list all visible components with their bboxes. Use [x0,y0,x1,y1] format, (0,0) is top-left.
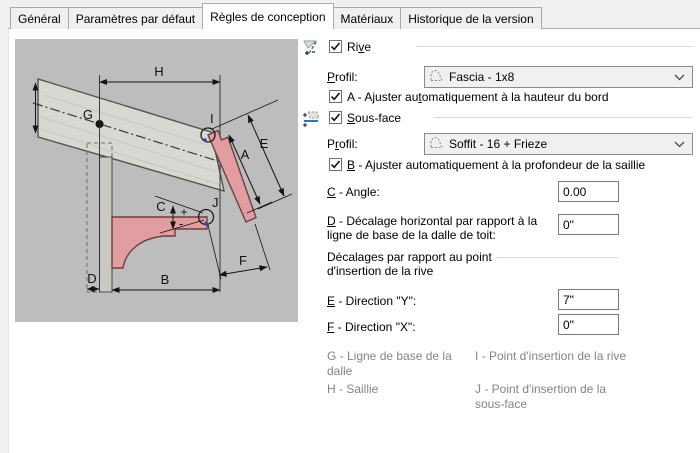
offsets-group-label: Décalages par rapport au point d'insertion de la rive [327,250,492,278]
angle-label: C - Angle: [327,185,380,199]
tab-parametres-par-defaut[interactable]: Paramètres par défaut [68,7,203,29]
rive-checkbox-label: Rive [347,40,372,54]
sous-face-tool-icon [301,109,321,129]
angle-input[interactable] [558,181,619,202]
direction-y-input[interactable] [558,289,619,310]
eave-preview-diagram [15,39,298,322]
dim-c-minus: - [178,216,184,231]
legend-h: H - Saillie [327,382,379,396]
rive-profil-value: Fascia - 1x8 [449,70,515,84]
legend-i: I - Point d'insertion de la rive [475,349,627,363]
sous-face-checkbox[interactable] [329,111,342,124]
sous-face-profil-value: Soffit - 16 + Frieze [449,137,548,151]
offsets-group-separator [497,257,618,258]
rive-tool-icon [302,39,322,59]
diagram-background [15,39,298,322]
dim-e-label: E [259,136,269,151]
sous-face-auto-depth-label: B - Ajuster automatiquement à la profondeur de la saillie [347,158,646,172]
rive-profil-dropdown[interactable] [424,66,693,88]
dim-b-label: B [160,272,170,287]
legend-g: G - Ligne de base de la dalle [327,349,452,378]
tab-regles-de-conception[interactable]: Règles de conception [202,3,333,29]
dim-d-label: D [87,271,97,286]
sous-face-profil-label: Profil: [327,137,358,151]
tab-materiaux[interactable]: Matériaux [333,7,402,29]
direction-x-label: F - Direction "X": [327,320,416,334]
sous-face-checkbox-label: Sous-face [347,111,402,125]
tab-general[interactable]: Général [10,7,69,29]
rive-auto-height-label: A - Ajuster automatiquement à la hauteur du bord [347,90,609,104]
sous-face-profil-dropdown[interactable] [424,133,693,155]
chevron-down-icon [674,137,685,151]
sous-face-separator [434,117,693,118]
wall-post [100,157,113,292]
point-i-label: I [210,111,214,126]
dim-h-label: H [154,64,164,79]
dim-f-label: F [239,253,247,268]
horizontal-offset-input[interactable] [558,214,619,235]
rive-profil-label: Profil: [327,70,358,84]
dim-c-label: C [156,199,166,214]
rive-auto-height-checkbox[interactable] [329,90,342,103]
direction-x-input[interactable] [558,314,619,335]
profile-shape-icon [429,135,444,153]
rive-checkbox[interactable] [329,40,342,53]
dim-c-plus: + [180,205,188,219]
sous-face-auto-depth-checkbox[interactable] [329,158,342,171]
legend-j: J - Point d'insertion de la sous-face [475,382,607,411]
point-j-label: J [212,195,219,210]
tab-historique[interactable]: Historique de la version [400,7,541,29]
rive-separator [417,46,693,47]
horizontal-offset-label: D - Décalage horizontal par rapport à la ligne de base de la dalle de toit: [327,214,538,242]
profile-shape-icon [429,68,444,86]
chevron-down-icon [674,70,685,84]
dim-a-label: A [240,147,250,162]
point-g-label: G [82,107,93,122]
direction-y-label: E - Direction "Y": [327,294,417,308]
tab-bar [10,3,541,29]
